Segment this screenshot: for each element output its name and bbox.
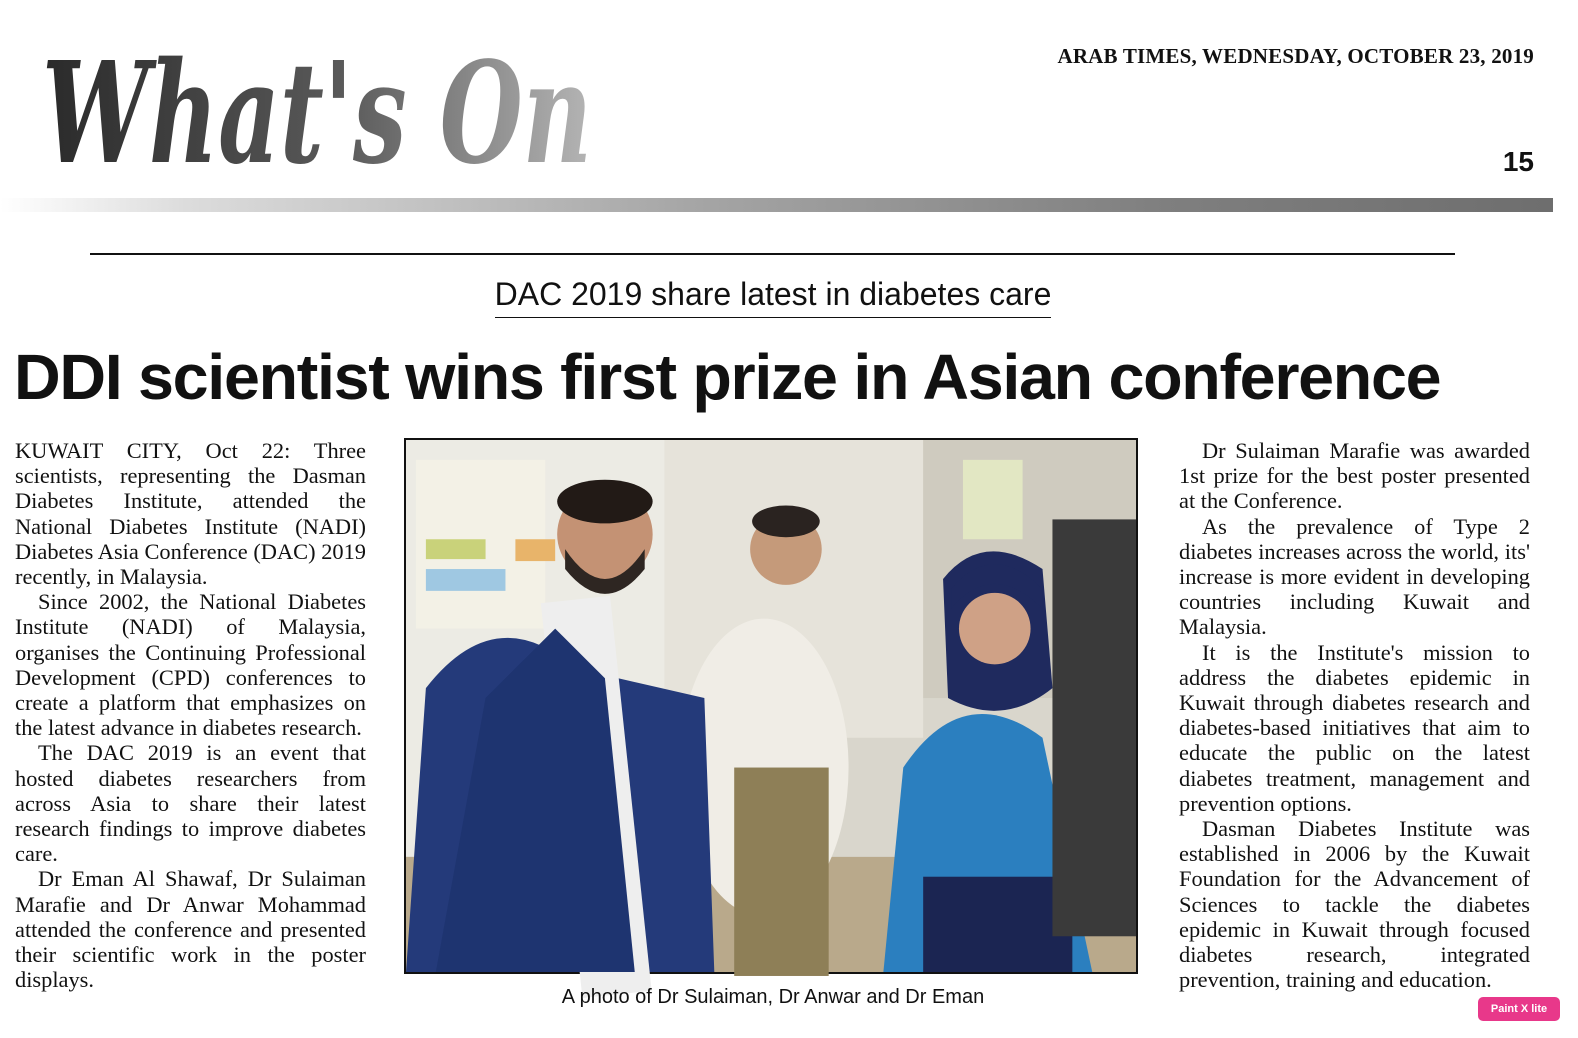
- paragraph: The DAC 2019 is an event that hosted diabetes researchers from across Asia to share their latest research findings to improve diabetes care.: [15, 740, 366, 867]
- paragraph: Dr Eman Al Shawaf, Dr Sulaiman Marafie and Dr Anwar Mohammad attended the conference and presented their scientific work in the poster displays.: [15, 866, 366, 993]
- paragraph: As the prevalence of Type 2 diabetes increases across the world, its' increase is more evident in developing countries including Kuwait and Malaysia.: [1179, 513, 1530, 640]
- dateline: ARAB TIMES, WEDNESDAY, OCTOBER 23, 2019: [1057, 44, 1534, 68]
- section-logo: [38, 22, 598, 197]
- paragraph: Dasman Diabetes Institute was established in 2006 by the Kuwait Foundation for the Advancement of Sciences to tackle the diabetes epidemic in Kuwait through focused diabetes research, integrated prevention, training and education.: [1179, 816, 1530, 993]
- page-number: 15: [1502, 146, 1534, 177]
- header-divider-bar: [0, 198, 1553, 212]
- paragraph: Dr Sulaiman Marafie was awarded 1st prize for the best poster presented at the Conference.: [1179, 438, 1530, 514]
- article-column-right: [1179, 438, 1530, 992]
- paragraph: Since 2002, the National Diabetes Institute (NADI) of Malaysia, organises the Continuing Professional Development (CPD) conferences to create a platform that emphasizes on the latest advance in diabetes research.: [15, 589, 366, 741]
- article-column-left: [15, 438, 366, 992]
- kicker-text: DAC 2019 share latest in diabetes care: [495, 276, 1052, 318]
- headline: DDI scientist wins first prize in Asian conference: [14, 341, 1441, 413]
- article-photo: [404, 438, 1138, 974]
- paragraph: It is the Institute's mission to address the diabetes epidemic in Kuwait through diabetes research and diabetes-based initiatives that aim to educate the public on the latest diabetes treatment, management and prevention options.: [1179, 639, 1530, 816]
- conference-photo-illustration: [406, 440, 1136, 972]
- section-rule: [90, 253, 1455, 255]
- svg-text:What's On: What's On: [42, 32, 592, 196]
- photo-caption: A photo of Dr Sulaiman, Dr Anwar and Dr Eman: [561, 986, 985, 1008]
- kicker: [0, 276, 1546, 318]
- whats-on-logo-graphic: [38, 22, 598, 197]
- paragraph: KUWAIT CITY, Oct 22: Three scientists, representing the Dasman Diabetes Institute, attended the National Diabetes Institute (NADI) Diabetes Asia Conference (DAC) 2019 recently, in Malaysia.: [15, 438, 366, 590]
- watermark-badge: Paint X lite: [1478, 997, 1560, 1021]
